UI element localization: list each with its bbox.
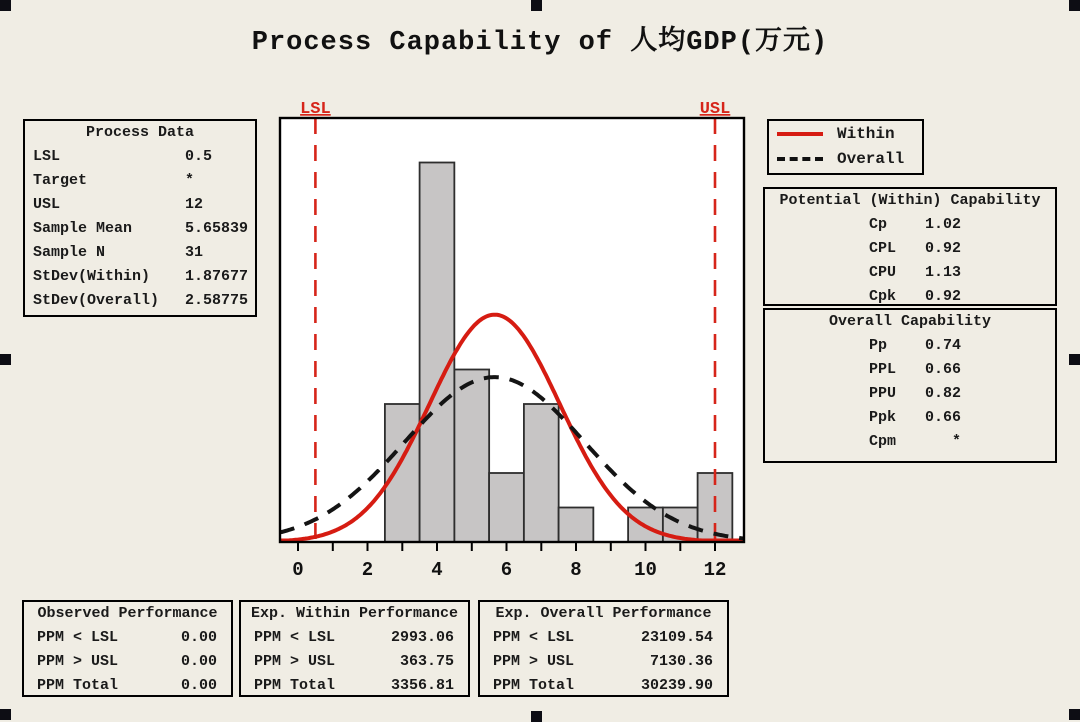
- svg-text:8: 8: [570, 559, 582, 581]
- stat-value: 0.00: [180, 629, 217, 646]
- stat-value: *: [185, 172, 195, 189]
- stat-label: StDev(Overall): [33, 292, 160, 309]
- performance-row: [241, 674, 468, 698]
- stat-label: PPL: [869, 361, 897, 378]
- performance-row: [24, 626, 231, 650]
- svg-text:0: 0: [292, 559, 304, 581]
- selection-handle-middle-left[interactable]: [0, 354, 11, 365]
- exp-overall-performance-box: [478, 600, 729, 697]
- svg-text:6: 6: [500, 559, 513, 581]
- svg-text:LSL: LSL: [300, 100, 331, 119]
- stat-label: PPM < LSL: [493, 629, 575, 646]
- process-data-row: [25, 217, 255, 241]
- selection-handle-bottom-center[interactable]: [531, 711, 542, 722]
- capability-row: [765, 237, 1055, 261]
- process-data-row: [25, 193, 255, 217]
- stat-value: 1.87677: [185, 268, 249, 285]
- stat-value: 3356.81: [390, 677, 454, 694]
- performance-row: [241, 626, 468, 650]
- stat-value: 0.74: [924, 337, 961, 354]
- process-data-row: [25, 145, 255, 169]
- capability-histogram: [270, 85, 762, 585]
- stat-value: 12: [185, 196, 204, 213]
- stat-value: 0.82: [924, 385, 961, 402]
- stat-value: 0.66: [924, 409, 961, 426]
- capability-row: [765, 261, 1055, 285]
- stat-value: 0.5: [185, 148, 213, 165]
- stat-value: 0.00: [180, 677, 217, 694]
- selection-handle-top-right[interactable]: [1069, 0, 1080, 11]
- stat-label: Cpk: [869, 288, 897, 305]
- stat-value: 2.58775: [185, 292, 249, 309]
- capability-row: [765, 334, 1055, 358]
- stat-label: PPM Total: [493, 677, 575, 694]
- stat-label: USL: [33, 196, 61, 213]
- legend-item-within: [769, 121, 922, 146]
- performance-row: [241, 650, 468, 674]
- performance-row: [480, 650, 727, 674]
- stat-label: CPU: [869, 264, 897, 281]
- svg-text:10: 10: [634, 559, 657, 581]
- stat-value: 31: [185, 244, 204, 261]
- capability-row: [765, 213, 1055, 237]
- legend-label: Within: [837, 124, 895, 143]
- legend-item-overall: [769, 146, 922, 171]
- stat-label: CPL: [869, 240, 897, 257]
- capability-row: [765, 430, 1055, 454]
- stat-value: 5.65839: [185, 220, 249, 237]
- exp-overall-performance-title: Exp. Overall Performance: [495, 605, 712, 622]
- observed-performance-box: [22, 600, 233, 697]
- capability-row: [765, 285, 1055, 309]
- potential-capability-title: Potential (Within) Capability: [779, 192, 1041, 209]
- stat-value: 0.00: [180, 653, 217, 670]
- process-data-row: [25, 265, 255, 289]
- selection-handle-bottom-left[interactable]: [0, 709, 11, 720]
- process-data-row: [25, 289, 255, 313]
- process-data-box: [23, 119, 257, 317]
- overall-capability-box: [763, 308, 1057, 463]
- performance-row: [480, 626, 727, 650]
- stat-label: Target: [33, 172, 88, 189]
- stat-value: 1.02: [924, 216, 961, 233]
- stat-value: 30239.90: [640, 677, 713, 694]
- stat-label: PPM > USL: [254, 653, 336, 670]
- stat-value: 2993.06: [390, 629, 454, 646]
- selection-handle-bottom-right[interactable]: [1069, 709, 1080, 720]
- overall-capability-title: Overall Capability: [828, 313, 992, 330]
- stat-label: PPM > USL: [493, 653, 575, 670]
- stat-value: 0.92: [924, 288, 961, 305]
- process-data-row: [25, 241, 255, 265]
- stat-label: PPM < LSL: [37, 629, 119, 646]
- stat-label: PPM Total: [254, 677, 336, 694]
- process-data-row: [25, 169, 255, 193]
- svg-text:USL: USL: [699, 100, 731, 119]
- stat-label: PPM > USL: [37, 653, 119, 670]
- selection-handle-top-left[interactable]: [0, 0, 11, 11]
- stat-label: Pp: [869, 337, 888, 354]
- overall-dashed-line-icon: [777, 157, 823, 161]
- svg-text:12: 12: [703, 559, 727, 581]
- capability-row: [765, 382, 1055, 406]
- stat-label: Cp: [869, 216, 888, 233]
- capability-row: [765, 406, 1055, 430]
- process-data-title: Process Data: [85, 124, 195, 141]
- stat-value: 7130.36: [649, 653, 713, 670]
- legend-box: [767, 119, 924, 175]
- capability-row: [765, 358, 1055, 382]
- stat-label: PPM Total: [37, 677, 119, 694]
- stat-label: StDev(Within): [33, 268, 151, 285]
- selection-handle-middle-right[interactable]: [1069, 354, 1080, 365]
- performance-row: [480, 674, 727, 698]
- legend-label: Overall: [837, 149, 905, 168]
- exp-within-performance-title: Exp. Within Performance: [250, 605, 459, 622]
- selection-handle-top-center[interactable]: [531, 0, 542, 11]
- performance-row: [24, 650, 231, 674]
- stat-label: Sample Mean: [33, 220, 133, 237]
- stat-value: 23109.54: [640, 629, 713, 646]
- stat-value: *: [951, 433, 961, 450]
- exp-within-performance-box: [239, 600, 470, 697]
- within-line-icon: [777, 132, 823, 136]
- stat-label: Sample N: [33, 244, 106, 261]
- performance-row: [24, 674, 231, 698]
- stat-value: 0.66: [924, 361, 961, 378]
- stat-value: 0.92: [924, 240, 961, 257]
- svg-text:4: 4: [431, 559, 443, 581]
- stat-label: Ppk: [869, 409, 897, 426]
- page-title: Process Capability of 人均GDP(万元): [251, 28, 829, 58]
- stat-value: 363.75: [399, 653, 454, 670]
- svg-text:2: 2: [361, 559, 374, 581]
- stat-label: LSL: [33, 148, 61, 165]
- stat-value: 1.13: [924, 264, 961, 281]
- observed-performance-title: Observed Performance: [37, 605, 218, 622]
- stat-label: Cpm: [869, 433, 897, 450]
- stat-label: PPM < LSL: [254, 629, 336, 646]
- potential-capability-box: [763, 187, 1057, 306]
- stat-label: PPU: [869, 385, 897, 402]
